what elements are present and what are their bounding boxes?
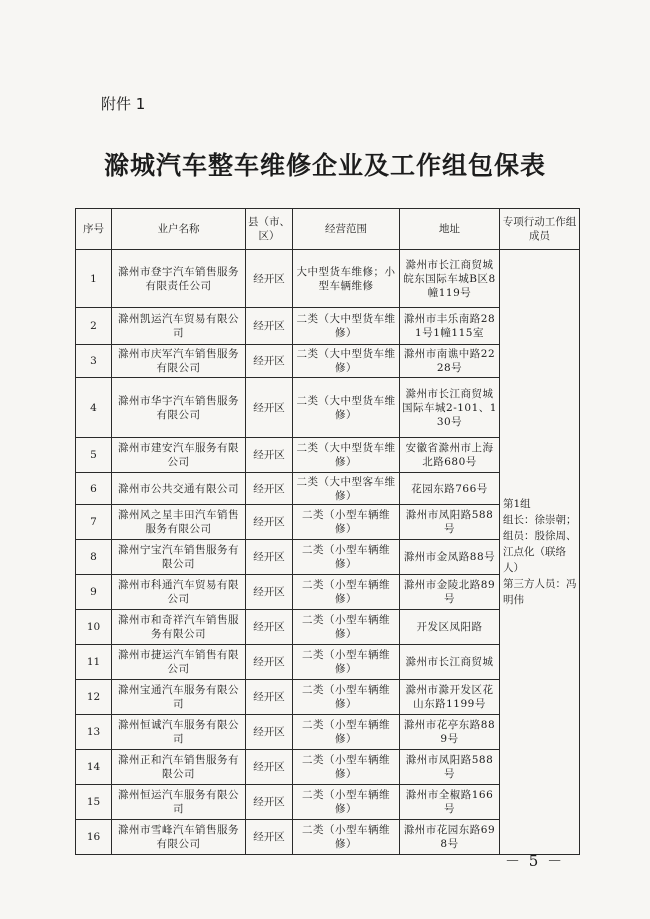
row-district: 经开区: [246, 308, 293, 345]
row-address: 滁州市凤阳路588号: [400, 505, 500, 540]
row-no: 3: [76, 345, 112, 378]
team-members: 第1组 组长：徐崇朝； 组员：殷徐周、江点化（联络人） 第三方人员：冯明伟: [500, 250, 580, 855]
row-address: 滁州市丰乐南路281号1幢115室: [400, 308, 500, 345]
row-name: 滁州市登宇汽车销售服务有限责任公司: [112, 250, 246, 308]
row-scope: 二类（大中型客车维修）: [293, 473, 400, 505]
row-scope: 二类（小型车辆维修）: [293, 820, 400, 855]
row-name: 滁州正和汽车销售服务有限公司: [112, 750, 246, 785]
row-name: 滁州市公共交通有限公司: [112, 473, 246, 505]
row-district: 经开区: [246, 680, 293, 715]
row-scope: 二类（小型车辆维修）: [293, 645, 400, 680]
header-no: 序号: [76, 209, 112, 250]
row-name: 滁州市科通汽车贸易有限公司: [112, 575, 246, 610]
header-address: 地址: [400, 209, 500, 250]
row-scope: 二类（小型车辆维修）: [293, 540, 400, 575]
row-address: 滁州市花亭东路889号: [400, 715, 500, 750]
row-name: 滁州市建安汽车服务有限公司: [112, 438, 246, 473]
row-name: 滁州凯运汽车贸易有限公司: [112, 308, 246, 345]
row-name: 滁州宁宝汽车销售服务有限公司: [112, 540, 246, 575]
row-scope: 二类（小型车辆维修）: [293, 505, 400, 540]
row-name: 滁州宝通汽车服务有限公司: [112, 680, 246, 715]
row-district: 经开区: [246, 345, 293, 378]
row-district: 经开区: [246, 473, 293, 505]
header-team: 专项行动工作组成员: [500, 209, 580, 250]
row-district: 经开区: [246, 378, 293, 438]
row-address: 滁州市滁开发区花山东路1199号: [400, 680, 500, 715]
row-address: 滁州市全椒路166号: [400, 785, 500, 820]
row-no: 15: [76, 785, 112, 820]
header-scope: 经营范围: [293, 209, 400, 250]
row-scope: 二类（大中型货车维修）: [293, 308, 400, 345]
page-title: 滁城汽车整车维修企业及工作组包保表: [103, 151, 546, 180]
header-name: 业户名称: [112, 209, 246, 250]
row-district: 经开区: [246, 505, 293, 540]
attachment-label: 附件 1: [101, 95, 146, 113]
row-scope: 大中型货车维修；小型车辆维修: [293, 250, 400, 308]
row-name: 滁州恒运汽车服务有限公司: [112, 785, 246, 820]
row-scope: 二类（大中型货车维修）: [293, 378, 400, 438]
row-no: 5: [76, 438, 112, 473]
row-district: 经开区: [246, 610, 293, 645]
row-no: 7: [76, 505, 112, 540]
row-address: 滁州市花园东路698号: [400, 820, 500, 855]
row-address: 滁州市长江商贸城: [400, 645, 500, 680]
enterprise-table: [75, 208, 580, 855]
row-name: 滁州风之星丰田汽车销售服务有限公司: [112, 505, 246, 540]
row-name: 滁州市华宇汽车销售服务有限公司: [112, 378, 246, 438]
row-address: 安徽省滁州市上海北路680号: [400, 438, 500, 473]
table-header-row: [76, 209, 580, 250]
row-name: 滁州恒诚汽车服务有限公司: [112, 715, 246, 750]
row-no: 4: [76, 378, 112, 438]
row-address: 滁州市凤阳路588号: [400, 750, 500, 785]
row-address: 滁州市南谯中路2228号: [400, 345, 500, 378]
row-district: 经开区: [246, 750, 293, 785]
row-scope: 二类（小型车辆维修）: [293, 575, 400, 610]
row-no: 2: [76, 308, 112, 345]
row-scope: 二类（大中型货车维修）: [293, 438, 400, 473]
row-district: 经开区: [246, 575, 293, 610]
page-number: － 5 －: [505, 852, 565, 870]
row-no: 8: [76, 540, 112, 575]
header-district: 县（市、区）: [246, 209, 293, 250]
row-name: 滁州市捷运汽车销售有限公司: [112, 645, 246, 680]
row-district: 经开区: [246, 250, 293, 308]
row-scope: 二类（小型车辆维修）: [293, 750, 400, 785]
row-district: 经开区: [246, 820, 293, 855]
row-district: 经开区: [246, 645, 293, 680]
row-district: 经开区: [246, 715, 293, 750]
row-name: 滁州市雪峰汽车销售服务有限公司: [112, 820, 246, 855]
row-address: 花园东路766号: [400, 473, 500, 505]
row-scope: 二类（大中型货车维修）: [293, 345, 400, 378]
row-address: 滁州市金陵北路89号: [400, 575, 500, 610]
table-row: [76, 250, 580, 308]
row-name: 滁州市和奇祥汽车销售服务有限公司: [112, 610, 246, 645]
row-address: 滁州市长江商贸城皖东国际车城B区8幢119号: [400, 250, 500, 308]
row-no: 13: [76, 715, 112, 750]
row-no: 6: [76, 473, 112, 505]
row-address: 滁州市金凤路88号: [400, 540, 500, 575]
row-address: 开发区凤阳路: [400, 610, 500, 645]
row-scope: 二类（小型车辆维修）: [293, 785, 400, 820]
row-scope: 二类（小型车辆维修）: [293, 680, 400, 715]
row-no: 11: [76, 645, 112, 680]
row-district: 经开区: [246, 438, 293, 473]
row-scope: 二类（小型车辆维修）: [293, 715, 400, 750]
row-district: 经开区: [246, 540, 293, 575]
row-district: 经开区: [246, 785, 293, 820]
row-no: 10: [76, 610, 112, 645]
row-address: 滁州市长江商贸城国际车城2-101、130号: [400, 378, 500, 438]
row-no: 16: [76, 820, 112, 855]
row-no: 9: [76, 575, 112, 610]
row-scope: 二类（小型车辆维修）: [293, 610, 400, 645]
row-no: 1: [76, 250, 112, 308]
row-name: 滁州市庆军汽车销售服务有限公司: [112, 345, 246, 378]
row-no: 12: [76, 680, 112, 715]
row-no: 14: [76, 750, 112, 785]
